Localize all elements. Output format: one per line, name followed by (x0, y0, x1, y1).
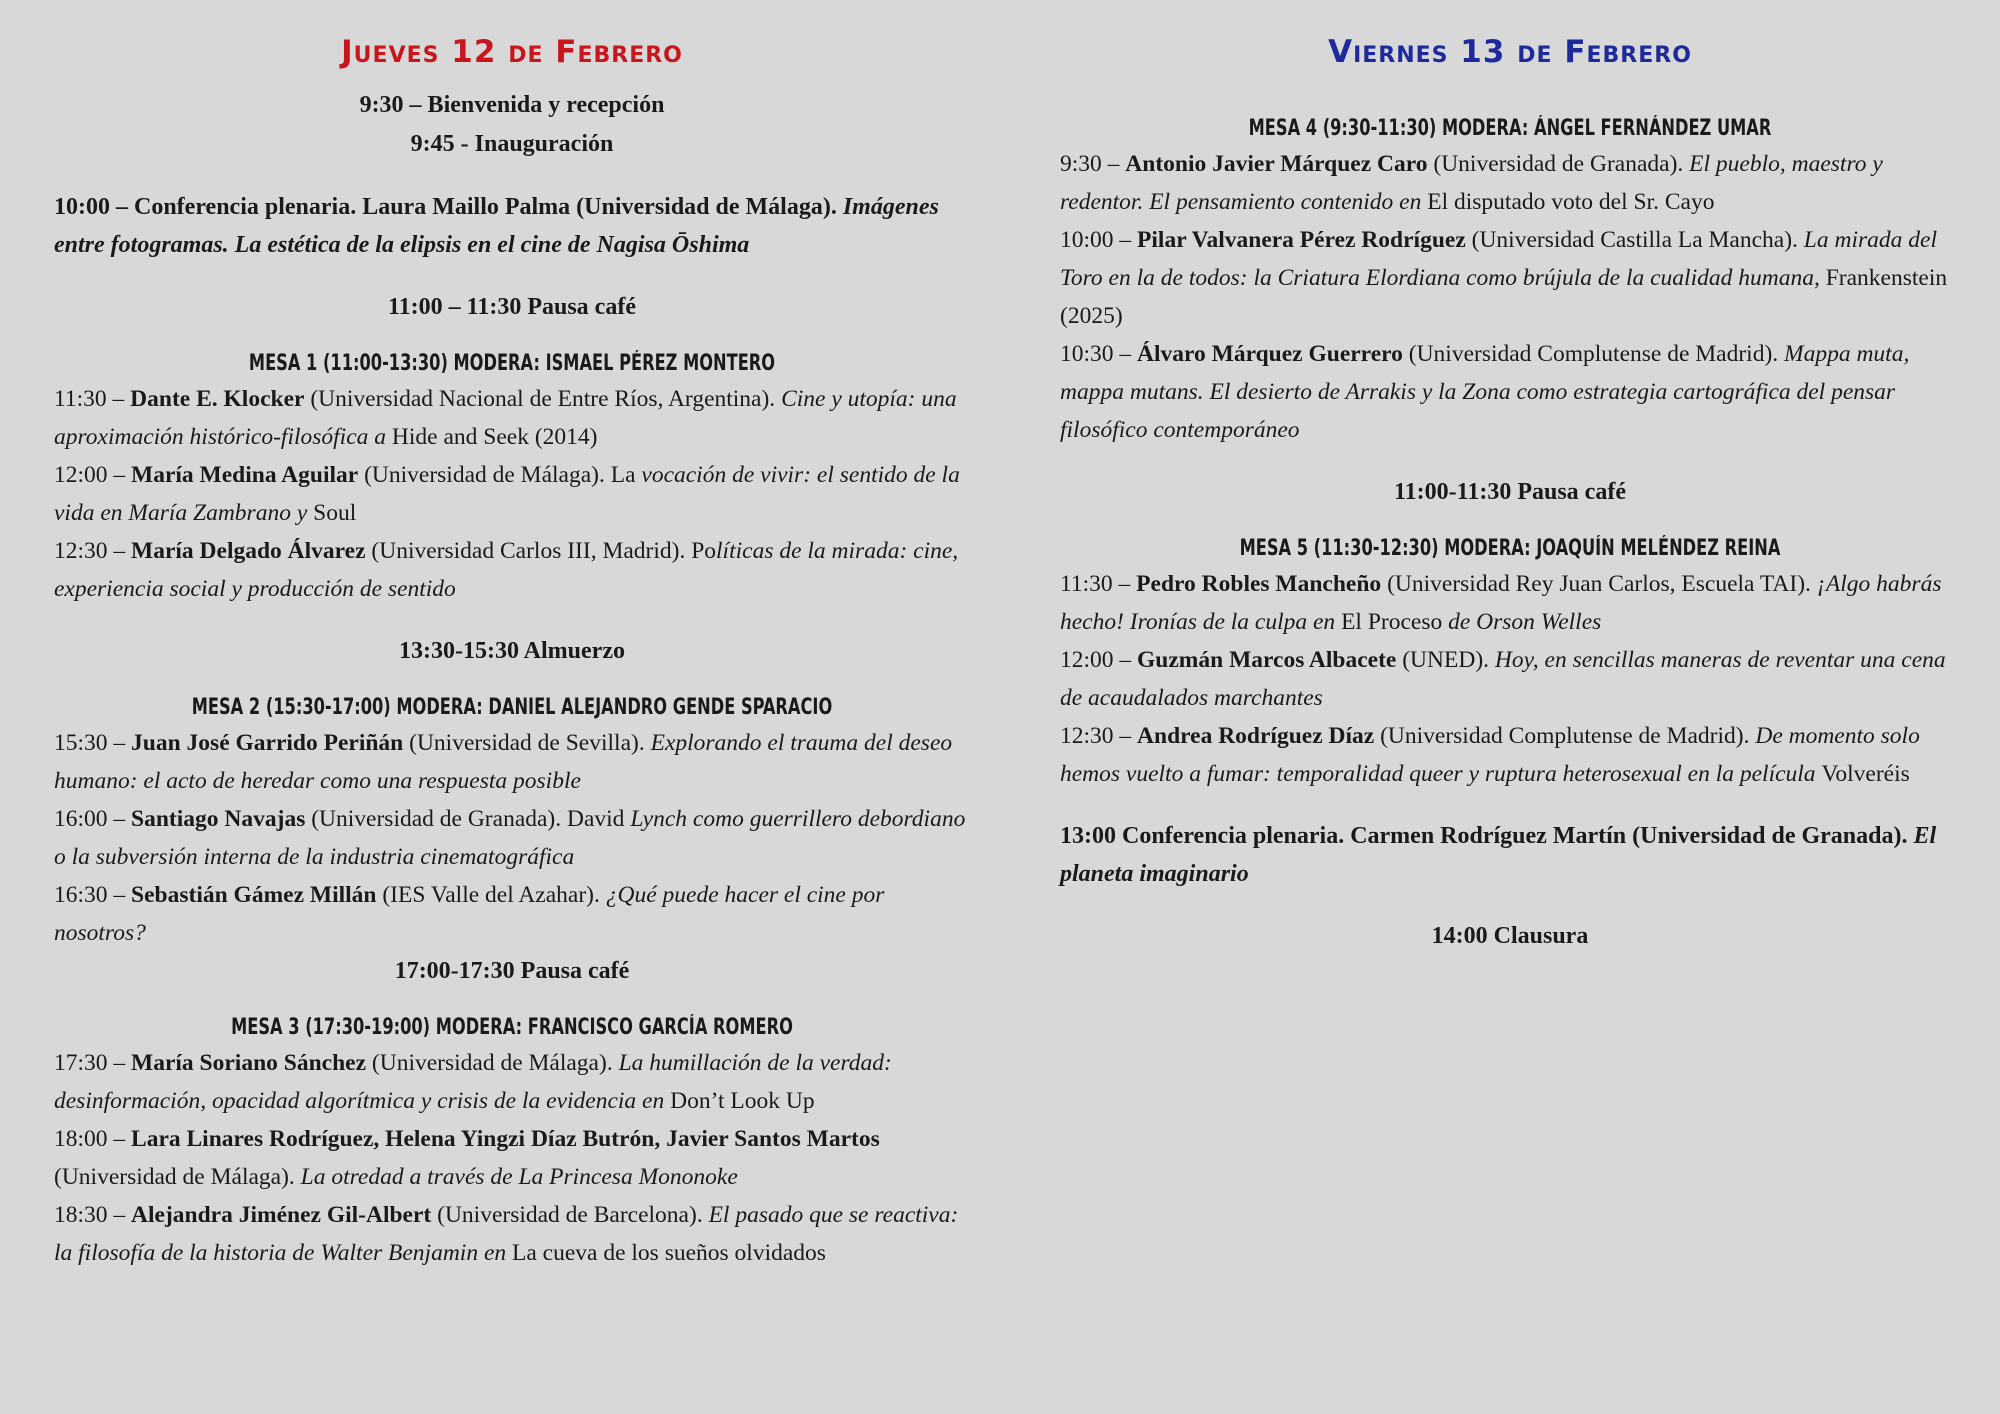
talk-item: 12:30 – María Delgado Álvarez (Universidad Carlos III, Madrid). Políticas de la mirada: cine, experiencia social y producción de sentido (54, 538, 959, 602)
talk-item: 11:30 – Dante E. Klocker (Universidad Nacional de Entre Ríos, Argentina). Cine y utopía: una aproximación histórico-filosófica a Hide and Seek (2014) (54, 386, 957, 450)
talk-item: 12:30 – Andrea Rodríguez Díaz (Universidad Complutense de Madrid). De momento solo hemos vuelto a fumar: temporalidad queer y ruptura heterosexual en la película Volveréis (1060, 723, 1920, 787)
plenary-lead: 10:00 – Conferencia plenaria. Laura Maillo Palma (Universidad de Málaga). (54, 194, 837, 220)
plenary-title: El planeta imaginario (1060, 823, 1937, 887)
talk-item: 10:30 – Álvaro Márquez Guerrero (Universidad Complutense de Madrid). Mappa muta, mappa mutans. El desierto de Arrakis y la Zona como estrategia cartográfica del pensar filosófico contemporáneo (1060, 341, 1910, 443)
thursday-title: Jueves 12 de Febrero (341, 34, 683, 70)
talk-item: 9:30 – Antonio Javier Márquez Caro (Universidad de Granada). El pueblo, maestro y redentor. El pensamiento contenido en El disputado voto del Sr. Cayo (1060, 151, 1883, 215)
mesa-4-heading: MESA 4 (9:30-11:30) MODERA: ÁNGEL FERNÁNDEZ UMAR (1248, 116, 1772, 141)
coffee-break-2: 17:00-17:30 Pausa café (394, 958, 630, 984)
friday-title: Viernes 13 de Febrero (1328, 34, 1692, 70)
talk-item: 12:00 – María Medina Aguilar (Universidad de Málaga). La vocación de vivir: el sentido de la vida en María Zambrano y Soul (54, 462, 960, 526)
thursday-plenary (54, 188, 970, 264)
friday-plenary (1060, 817, 1960, 893)
welcome-line: 9:30 – Bienvenida y recepción (359, 92, 665, 118)
plenary-lead: 13:00 Conferencia plenaria. Carmen Rodríguez Martín (Universidad de Granada). (1060, 823, 1908, 849)
talk-item: 18:30 – Alejandra Jiménez Gil-Albert (Universidad de Barcelona). El pasado que se reactiva: la filosofía de la historia de Walter Benjamin en La cueva de los sueños olvidados (54, 1202, 959, 1266)
mesa-2-heading: MESA 2 (15:30-17:00) MODERA: DANIEL ALEJANDRO GENDE SPARACIO (191, 695, 833, 720)
friday-column (1060, 0, 1960, 956)
talk-item: 11:30 – Pedro Robles Mancheño (Universidad Rey Juan Carlos, Escuela TAI). ¡Algo habrás hecho! Ironías de la culpa en El Proceso de Orson Welles (1060, 571, 1942, 635)
closing-line: 14:00 Clausura (1431, 923, 1589, 949)
talk-item: 15:30 – Juan José Garrido Periñán (Universidad de Sevilla). Explorando el trauma del deseo humano: el acto de heredar como una respuesta posible (54, 730, 953, 794)
talk-item: 16:00 – Santiago Navajas (Universidad de Granada). David Lynch como guerrillero debordiano o la subversión interna de la industria cinematográfica (54, 806, 966, 870)
lunch-line: 13:30-15:30 Almuerzo (399, 638, 625, 664)
friday-coffee-break: 11:00-11:30 Pausa café (1394, 479, 1626, 505)
talk-item: 10:00 – Pilar Valvanera Pérez Rodríguez (Universidad Castilla La Mancha). La mirada del Toro en la de todos: la Criatura Elordiana como brújula de la cualidad humana, Frankenstein (2025) (1060, 227, 1948, 329)
inauguration-line: 9:45 - Inauguración (410, 131, 614, 157)
mesa-5-heading: MESA 5 (11:30-12:30) MODERA: JOAQUÍN MELÉNDEZ REINA (1239, 536, 1781, 561)
talk-item: 18:00 – Lara Linares Rodríguez, Helena Yingzi Díaz Butrón, Javier Santos Martos (Universidad de Málaga). La otredad a través de La Princesa Mononoke (54, 1126, 880, 1190)
coffee-break-1: 11:00 – 11:30 Pausa café (388, 294, 636, 320)
talk-item: 12:00 – Guzmán Marcos Albacete (UNED). Hoy, en sencillas maneras de reventar una cena de acaudalados marchantes (1060, 647, 1946, 711)
mesa-1-heading: MESA 1 (11:00-13:30) MODERA: ISMAEL PÉREZ MONTERO (248, 351, 776, 376)
mesa-3-heading: MESA 3 (17:30-19:00) MODERA: FRANCISCO GARCÍA ROMERO (231, 1015, 793, 1040)
talk-item: 16:30 – Sebastián Gámez Millán (IES Valle del Azahar). ¿Qué puede hacer el cine por nosotros? (54, 882, 885, 946)
talk-item: 17:30 – María Soriano Sánchez (Universidad de Málaga). La humillación de la verdad: desinformación, opacidad algorítmica y crisis de la evidencia en Don’t Look Up (54, 1050, 892, 1114)
plenary-title: Imágenes entre fotogramas. La estética de la elipsis en el cine de Nagisa Ōshima (54, 194, 939, 258)
thursday-column (54, 0, 970, 1272)
